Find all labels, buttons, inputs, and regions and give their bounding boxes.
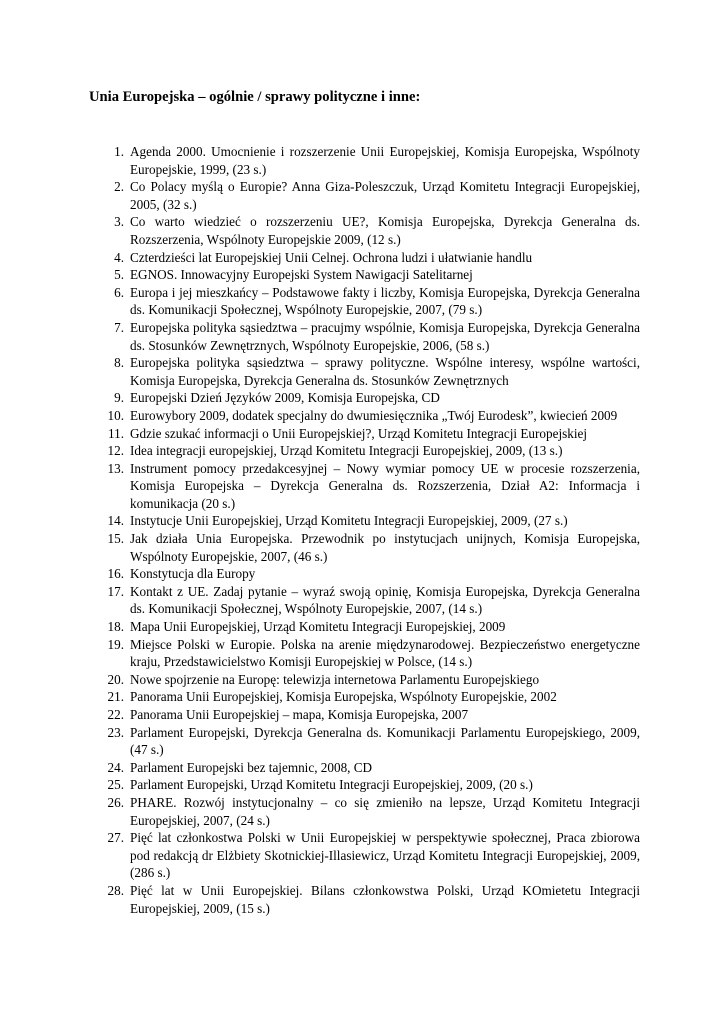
list-item-number: 2. [114, 179, 124, 195]
list-item-text: Co warto wiedzieć o rozszerzeniu UE?, Komisja Europejska, Dyrekcja Generalna ds. Rozszerzenia, Wspólnoty Europejskie 2009, (12 s.) [130, 214, 640, 247]
list-item-text: Czterdzieści lat Europejskiej Unii Celnej. Ochrona ludzi i ułatwianie handlu [130, 249, 533, 265]
list-item [0, 319, 640, 354]
list-item-text: Europejska polityka sąsiedztwa – pracujmy wspólnie, Komisja Europejska, Dyrekcja Generalna ds. Stosunków Zewnętrznych, Wspólnoty Europejskie, 2006, (58 s.) [130, 319, 640, 353]
list-item [0, 882, 640, 917]
list-item-text: Pięć lat członkostwa Polski w Unii Europejskiej w perspektywie społecznej, Praca zbiorowa pod redakcją dr Elżbiety Skotnickiej-Illasiewicz, Urząd Komitetu Integracji Europejskiej, 2009, (286 s.) [130, 830, 640, 881]
list-item-number: 23. [107, 724, 124, 740]
list-item-text: Panorama Unii Europejskiej – mapa, Komisja Europejska, 2007 [130, 707, 469, 722]
list-item-number: 4. [114, 249, 124, 265]
list-item-number: 26. [107, 794, 124, 810]
list-item-text: Agenda 2000. Umocnienie i rozszerzenie Unii Europejskiej, Komisja Europejska, Wspólnoty Europejskie, 1999, (23 s.) [130, 144, 640, 177]
list-item [0, 530, 640, 565]
list-item-text: Parlament Europejski, Urząd Komitetu Integracji Europejskiej, 2009, (20 s.) [130, 777, 533, 793]
list-item-text: Idea integracji europejskiej, Urząd Komitetu Integracji Europejskiej, 2009, (13 s.) [130, 443, 563, 459]
list-item-number: 13. [107, 460, 124, 476]
list-item-number: 20. [107, 671, 124, 687]
list-item-text: Kontakt z UE. Zadaj pytanie – wyraź swoją opinię, Komisja Europejska, Dyrekcja Generalna ds. Komunikacji Społecznej, Wspólnoty Europejskie, 2007, (14 s.) [130, 583, 640, 617]
list-item-text: Europejska polityka sąsiedztwa – sprawy polityczne. Wspólne interesy, wspólne wartości, Komisja Europejska, Dyrekcja Generalna ds. Stosunków Zewnętrznych [130, 355, 640, 388]
list-item-text: Miejsce Polski w Europie. Polska na arenie międzynarodowej. Bezpieczeństwo energetyczne kraju, Przedstawicielstwo Komisji Europejskiej w Polsce, (14 s.) [130, 636, 640, 670]
list-item [0, 512, 640, 530]
list-item-text: Parlament Europejski bez tajemnic, 2008, CD [130, 759, 373, 775]
list-item-number: 17. [107, 583, 124, 599]
list-item [0, 794, 640, 829]
list-item-text: Instytucje Unii Europejskiej, Urząd Komitetu Integracji Europejskiej, 2009, (27 s.) [130, 513, 568, 529]
list-item-number: 3. [114, 214, 124, 230]
list-item-number: 6. [114, 284, 124, 300]
list-item-text: Nowe spojrzenie na Europę: telewizja internetowa Parlamentu Europejskiego [130, 671, 540, 687]
list-item-text: Co Polacy myślą o Europie? Anna Giza-Poleszczuk, Urząd Komitetu Integracji Europejskiej, 2005, (32 s.) [130, 179, 640, 212]
list-item-number: 19. [107, 636, 124, 652]
publication-list [0, 143, 725, 917]
list-item-text: Gdzie szukać informacji o Unii Europejskiej?, Urząd Komitetu Integracji Europejskiej [130, 425, 588, 441]
list-item-number: 10. [107, 407, 124, 423]
list-item-number: 15. [107, 531, 124, 547]
list-item [0, 407, 640, 425]
list-item-text: Europa i jej mieszkańcy – Podstawowe fakty i liczby, Komisja Europejska, Dyrekcja Generalna ds. Komunikacji Społecznej, Wspólnoty Europejskie, 2007, (79 s.) [130, 284, 640, 318]
list-item-text: EGNOS. Innowacyjny Europejski System Nawigacji Satelitarnej [130, 267, 473, 283]
list-item-number: 24. [107, 759, 124, 775]
list-item-text: Parlament Europejski, Dyrekcja Generalna ds. Komunikacji Parlamentu Europejskiego, 2009, (47 s.) [130, 724, 640, 758]
list-item [0, 618, 640, 636]
list-item [0, 425, 640, 443]
list-item-number: 18. [107, 619, 124, 635]
list-item [0, 249, 640, 267]
list-item [0, 284, 640, 319]
list-item-text: Pięć lat w Unii Europejskiej. Bilans członkowstwa Polski, Urząd KOmietetu Integracji Europejskiej, 2009, (15 s.) [130, 882, 640, 916]
list-item-text: Panorama Unii Europejskiej, Komisja Europejska, Wspólnoty Europejskie, 2002 [130, 689, 557, 705]
list-item-text: Konstytucja dla Europy [130, 566, 256, 582]
list-item-number: 1. [114, 144, 124, 159]
list-item [0, 389, 640, 407]
list-item [0, 706, 640, 724]
list-item-number: 21. [107, 689, 124, 705]
list-item-text: Jak działa Unia Europejska. Przewodnik po instytucjach unijnych, Komisja Europejska, Wspólnoty Europejskie, 2007, (46 s.) [130, 531, 640, 564]
list-item [0, 460, 640, 513]
list-item-text: PHARE. Rozwój instytucjonalny – co się zmieniło na lepsze, Urząd Komitetu Integracji Europejskiej, 2007, (24 s.) [130, 794, 640, 828]
list-item [0, 213, 640, 248]
list-item-number: 11. [108, 425, 124, 441]
list-item-number: 16. [107, 566, 124, 582]
list-item [0, 776, 640, 794]
list-item [0, 759, 640, 777]
list-item-text: Instrument pomocy przedakcesyjnej – Nowy wymiar pomocy UE w procesie rozszerzenia, Komisja Europejska – Dyrekcja Generalna ds. Rozszerzenia, Dział A2: Informacja i komunikacja (20 s.) [130, 460, 640, 511]
list-item-number: 12. [107, 443, 124, 459]
list-item [0, 636, 640, 671]
list-item [0, 266, 640, 284]
list-item-number: 25. [107, 777, 124, 793]
list-item-text: Eurowybory 2009, dodatek specjalny do dwumiesięcznika „Twój Eurodesk”, kwiecień 2009 [130, 407, 618, 423]
list-item [0, 143, 640, 178]
list-item [0, 565, 640, 583]
list-item [0, 354, 640, 389]
list-item [0, 178, 640, 213]
list-item [0, 688, 640, 706]
list-item [0, 724, 640, 759]
list-item-text: Europejski Dzień Języków 2009, Komisja Europejska, CD [130, 390, 440, 406]
list-item-number: 22. [107, 707, 124, 722]
list-item [0, 442, 640, 460]
list-item-number: 9. [114, 390, 124, 406]
list-item-number: 5. [114, 267, 124, 283]
list-item-number: 14. [107, 513, 124, 529]
list-item-text: Mapa Unii Europejskiej, Urząd Komitetu Integracji Europejskiej, 2009 [130, 619, 506, 635]
list-item-number: 27. [107, 830, 124, 846]
list-item-number: 28. [107, 882, 124, 898]
page-heading: Unia Europejska – ogólnie / sprawy polityczne i inne: [89, 89, 421, 105]
list-item-number: 8. [114, 355, 124, 371]
list-item-number: 7. [114, 319, 124, 335]
list-item [0, 583, 640, 618]
list-item [0, 671, 640, 689]
list-item [0, 829, 640, 882]
